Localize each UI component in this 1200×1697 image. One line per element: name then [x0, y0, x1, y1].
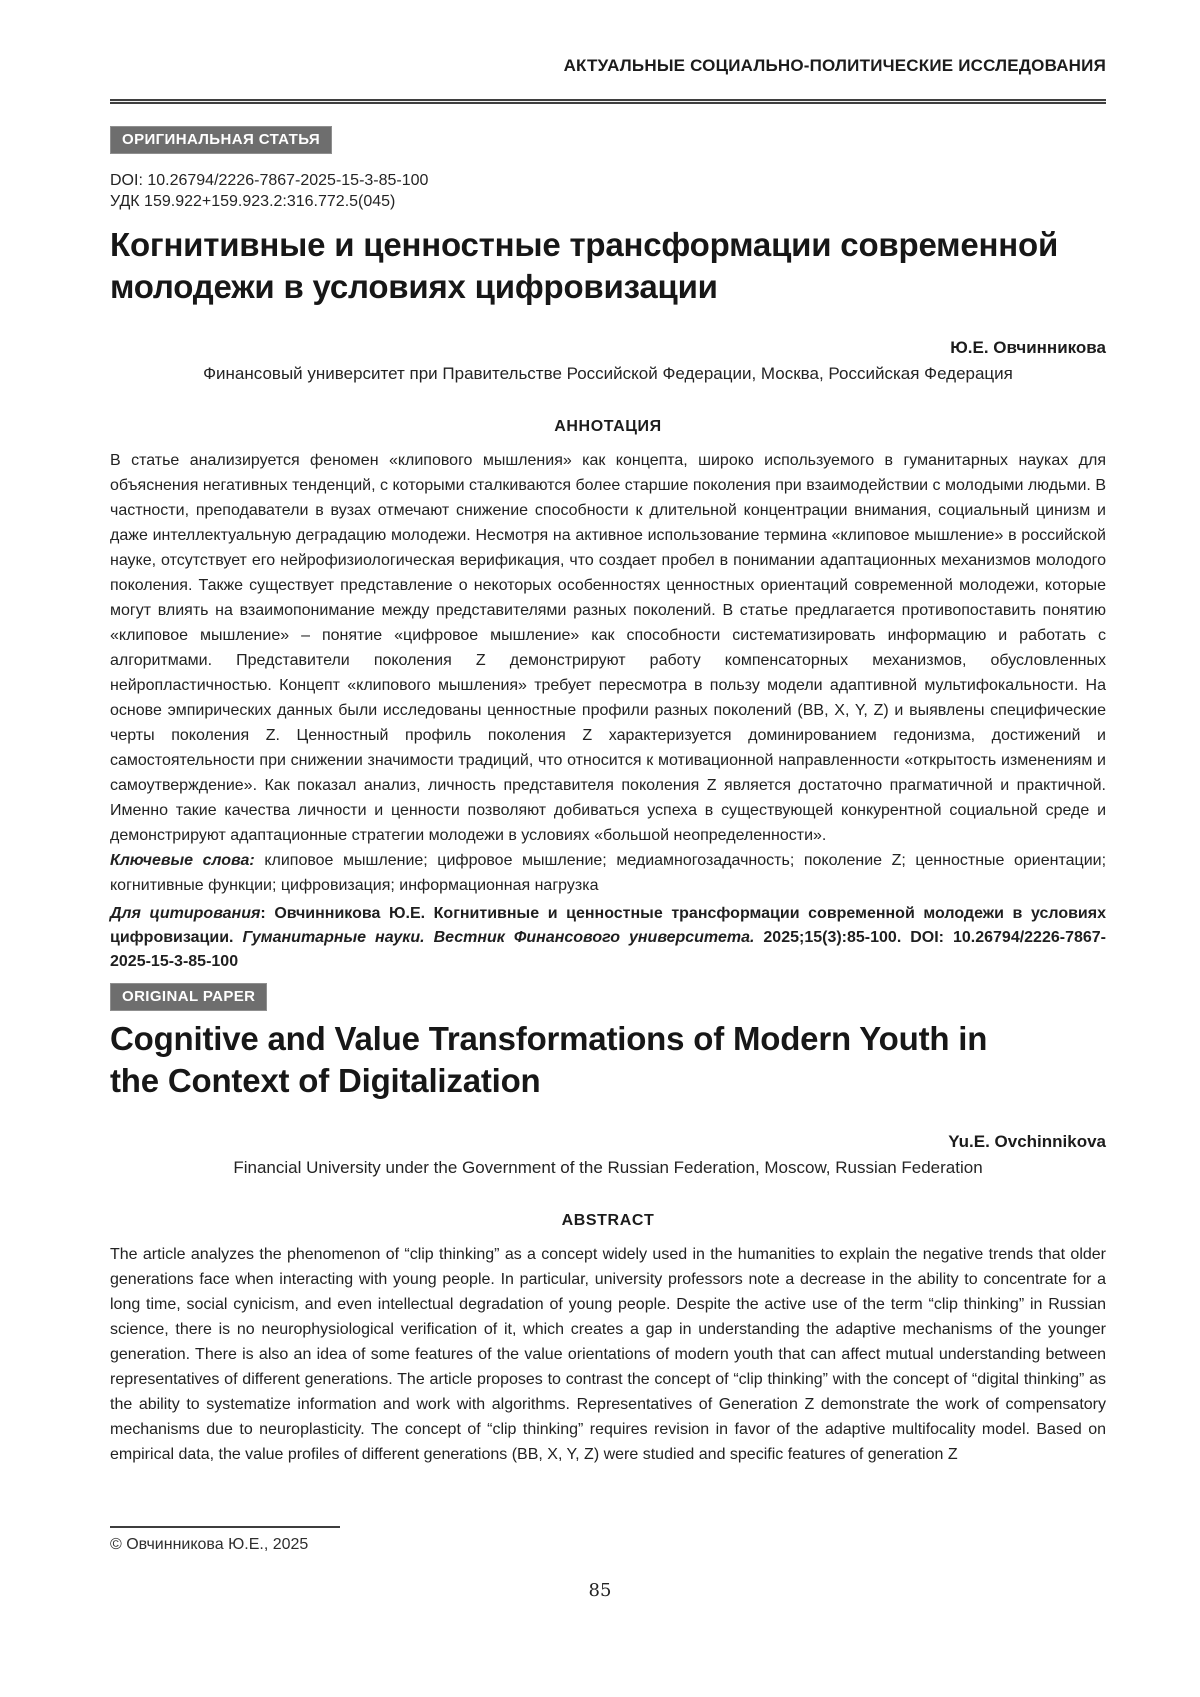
article-title-en: Cognitive and Value Transformations of Modern Youth in the Context of Digitalization	[110, 1020, 988, 1099]
citation-paragraph	[110, 902, 1106, 974]
article-type-badge-en	[110, 983, 1106, 1011]
citation-journal-name: Гуманитарные науки. Вестник Финансового университета.	[233, 929, 755, 946]
footer-divider	[110, 1526, 340, 1528]
keywords-text: клиповое мышление; цифровое мышление; медиамногозадачность; поколение Z; ценностные ориентации; когнитивные функции; цифровизация; информационная нагрузка	[110, 852, 1107, 894]
citation-text: : Овчинникова Ю.Е. Когнитивные и ценностные трансформации современной молодежи в условиях цифровизации.	[110, 905, 1106, 946]
page-number: 85	[588, 1580, 612, 1601]
badge-original-article-label: ОРИГИНАЛЬНАЯ СТАТЬЯ	[110, 126, 332, 154]
abstract-text-ru: В статье анализируется феномен «клипового мышления» как концепта, широко используемого в гуманитарных науках для объяснения негативных тенденций, с которыми сталкиваются более старшие поколения при взаимодействии с молодыми людьми. В частности, преподаватели в вузах отмечают снижение способности к длительной концентрации внимания, социальный цинизм и даже интеллектуальную деградацию молодежи. Несмотря на активное использование термина «клиповое мышление» в российской науке, отсутствует его нейрофизиологическая верификация, что создает пробел в понимании адаптационных механизмов молодого поколения. Также существует представление о некоторых особенностях ценностных ориентаций современной молодежи, которые могут влиять на взаимопонимание между представителями разных поколений. В статье предлагается противопоставить понятию «клиповое мышление» – понятие «цифровое мышление» как способности систематизировать информацию и работать с алгоритмами. Представители поколения Z демонстрируют работу компенсаторных механизмов, обусловленных нейропластичностью. Концепт «клипового мышления» требует пересмотра в пользу модели адаптивной мультифокальности. На основе эмпирических данных были исследованы ценностные профили разных поколений (BB, X, Y, Z) и выявлены специфические черты поколения Z. Ценностный профиль поколения Z характеризуется доминированием гедонизма, достижений и самостоятельности при снижении значимости традиций, что относится к мотивационной направленности «открытость изменениям и самоутверждение». Как показал анализ, личность представителя поколения Z является достаточно прагматичной и практичной. Именно такие качества личности и ценности позволяют добиваться успеха в существующей конкурентной социальной среде и демонстрируют адаптационные стратегии молодежи в условиях «большой неопределенности».	[110, 452, 1106, 844]
article-type-badge-ru	[110, 126, 1106, 154]
abstract-heading-en: ABSTRACT	[561, 1212, 655, 1229]
citation-label: Для цитирования	[110, 905, 261, 922]
udk-line: УДК 159.922+159.923.2:316.772.5(045)	[110, 193, 396, 210]
keywords-label: Ключевые слова:	[110, 852, 255, 869]
article-title-ru: Когнитивные и ценностные трансформации современной молодежи в условиях цифровизации	[110, 226, 1059, 305]
affiliation-ru: Финансовый университет при Правительстве Российской Федерации, Москва, Российская Федерация	[203, 364, 1013, 383]
abstract-block-en	[110, 1242, 1106, 1467]
author-name-ru: Ю.Е. Овчинникова	[950, 338, 1106, 357]
abstract-block-ru	[110, 448, 1106, 898]
abstract-heading-ru: АННОТАЦИЯ	[554, 418, 662, 435]
copyright-notice: © Овчинникова Ю.Е., 2025	[110, 1536, 309, 1553]
badge-original-paper-label: ORIGINAL PAPER	[110, 983, 267, 1011]
abstract-text-en: The article analyzes the phenomenon of “clip thinking” as a concept widely used in the humanities to explain the negative trends that older generations face when interacting with young people. In particular, university professors note a decrease in the ability to concentrate for a long time, social cynicism, and even intellectual degradation of young people. Despite the active use of the term “clip thinking” in Russian science, there is no neurophysiological verification of it, which creates a gap in understanding the adaptive mechanisms of the younger generation. There is also an idea of some features of the value orientations of modern youth that can affect mutual understanding between representatives of different generations. The article proposes to contrast the concept of “clip thinking” with the concept of “digital thinking” as the ability to systematize information and work with algorithms. Representatives of Generation Z demonstrate the work of compensatory mechanisms due to neuroplasticity. The concept of “clip thinking” requires revision in favor of the adaptive multifocality model. Based on empirical data, the value profiles of different generations (BB, X, Y, Z) were studied and specific features of generation Z	[110, 1246, 1106, 1463]
header-divider	[110, 99, 1106, 104]
doi-line: DOI: 10.26794/2226-7867-2025-15-3-85-100	[110, 172, 429, 189]
identifiers-block	[110, 170, 1106, 212]
citation-tail: 2025;15(3):85-100. DOI: 10.26794/2226-7867-2025-15-3-85-100	[110, 929, 1107, 970]
author-name-en: Yu.E. Ovchinnikova	[948, 1132, 1106, 1151]
affiliation-en: Financial University under the Government of the Russian Federation, Moscow, Russian Federation	[233, 1158, 983, 1177]
running-head: АКТУАЛЬНЫЕ СОЦИАЛЬНО-ПОЛИТИЧЕСКИЕ ИССЛЕДОВАНИЯ	[563, 56, 1106, 75]
keywords-paragraph	[110, 848, 1106, 898]
